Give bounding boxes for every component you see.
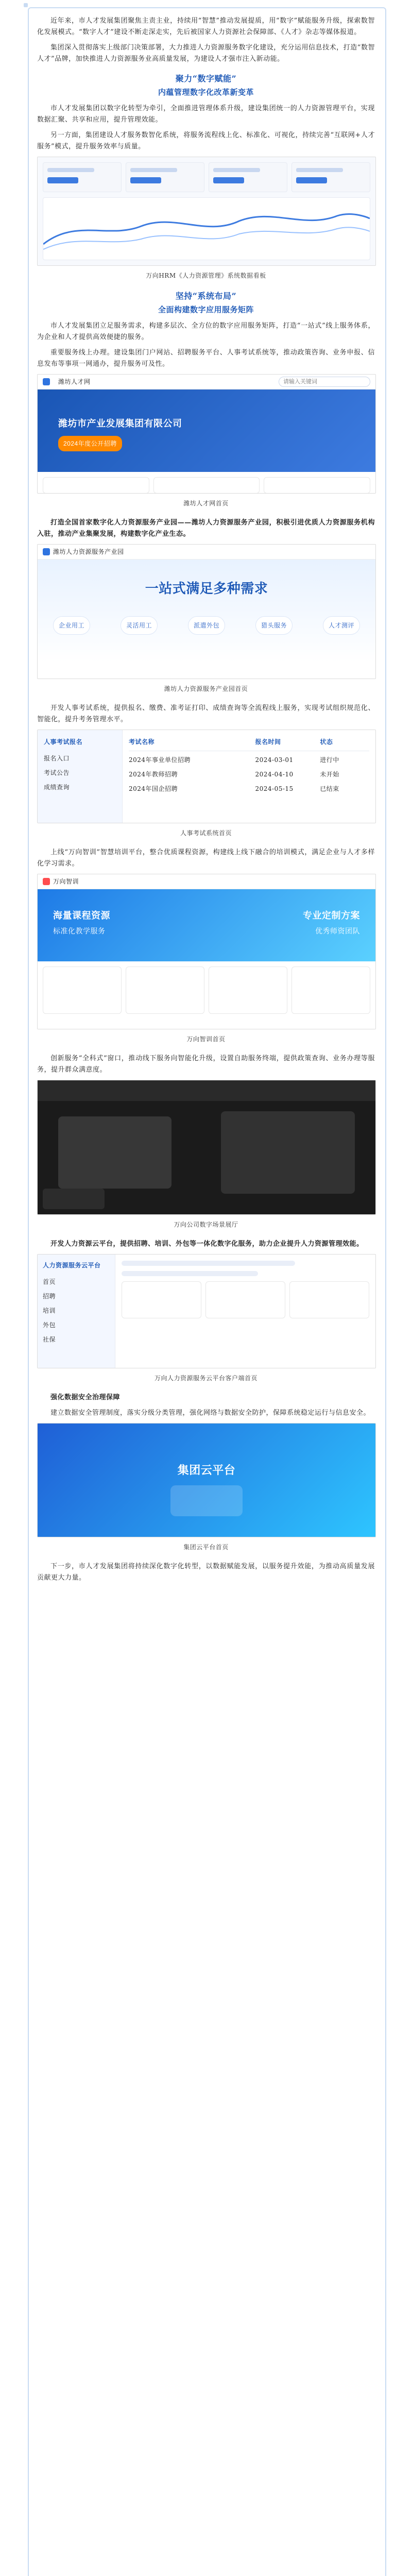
cloud-caption: 万向人力资源服务云平台客户端首页	[154, 1375, 258, 1382]
industry-caption: 潍坊人力资源服务产业园首页	[164, 685, 248, 692]
exam-tab-1[interactable]: 报名入口	[44, 755, 70, 762]
platform-screenshot	[37, 1423, 376, 1537]
exam-screenshot	[37, 730, 376, 823]
exam-row1-status: 进行中	[320, 756, 339, 764]
industry-screenshot	[37, 544, 376, 679]
portal-banner-subtitle: 2024年度公开招聘	[58, 436, 122, 451]
training-course-card-2[interactable]	[126, 967, 204, 1014]
portal-card-3[interactable]	[264, 477, 370, 494]
portal-card-2[interactable]	[153, 477, 260, 494]
portal-banner-title: 潍坊市产业发展集团有限公司	[58, 418, 182, 429]
cloud-menu-3[interactable]: 培训	[43, 1307, 56, 1314]
portal-card-1[interactable]	[43, 477, 149, 494]
section2-title-text: 坚持“系统布局”	[175, 291, 237, 301]
industry-service-1[interactable]: 企业用工	[53, 616, 90, 635]
portal-search-input[interactable]	[279, 377, 370, 387]
cloud-screenshot	[37, 1254, 376, 1368]
cloud-main	[115, 1255, 375, 1368]
section2-paragraph-2: 重要服务线上办理。建设集团门户网站、招聘服务平台、人事考试系统等，推动政策咨询、业务申报、信息发布等事项一网通办，提升服务可及性。	[37, 349, 375, 368]
hrm-kpi-2	[126, 162, 204, 192]
exam-row1-name: 2024年事业单位招聘	[129, 756, 191, 764]
cloud-menu-1[interactable]: 首页	[43, 1278, 56, 1285]
article-content	[37, 15, 375, 1588]
section1-paragraph-1: 市人才发展集团以数字化转型为牵引，全面推进管理体系升级，建设集团统一的人力资源管理平台，实现数据汇聚、共享和应用，提升管理效能。	[37, 105, 375, 124]
exam-table-row-2[interactable]	[129, 769, 369, 780]
training-banner-left-subtitle: 标准化教学服务	[53, 927, 106, 935]
cloud-sidebar	[38, 1255, 115, 1368]
training-banner	[38, 889, 375, 961]
service-photo	[37, 1080, 376, 1215]
industry-service-4[interactable]: 猎头服务	[255, 616, 293, 635]
portal-banner	[38, 389, 375, 472]
industry-banner-title: 一站式满足多种需求	[145, 581, 268, 596]
exam-caption: 人事考试系统首页	[180, 829, 232, 837]
platform-caption: 集团云平台首页	[183, 1544, 229, 1551]
training-site-name: 万向智训	[53, 878, 79, 885]
training-course-card-4[interactable]	[291, 967, 370, 1014]
portal-topbar	[38, 375, 375, 389]
cloud-menu-5[interactable]: 社保	[43, 1336, 56, 1343]
training-course-card-1[interactable]	[43, 967, 122, 1014]
section2-middle-paragraph: 打造全国首家数字化人力资源服务产业园——潍坊人力资源服务产业园，积极引进优质人力资源服务机构入驻，推动产业集聚发展，构建数字化产业生态。	[37, 519, 375, 538]
security-paragraph: 建立数据安全管理制度，落实分级分类管理，强化网络与数据安全防护，保障系统稳定运行与信息安全。	[50, 1409, 371, 1417]
exam-row1-date: 2024-03-01	[255, 756, 294, 764]
portal-cards	[38, 472, 375, 494]
exam-table-header	[129, 736, 369, 748]
exam-row2-name: 2024年教师招聘	[129, 771, 178, 778]
exam-table-row-1[interactable]	[129, 754, 369, 766]
exam-tab-2[interactable]: 考试公告	[44, 769, 70, 776]
exam-col-status: 状态	[320, 738, 333, 745]
portal-screenshot	[37, 374, 376, 494]
training-banner-left-title: 海量课程资源	[53, 910, 110, 921]
hrm-kpi-row	[43, 162, 370, 192]
closing-paragraph: 下一步，市人才发展集团将持续深化数字化转型，以数据赋能发展，以服务提升效能，为推动高质量发展贡献更大力量。	[37, 1563, 375, 1582]
section1-subtitle: 内蕴管理数字化改革新变革	[158, 88, 254, 97]
security-title: 强化数据安全治理保障	[50, 1394, 121, 1401]
portal-logo-icon	[43, 378, 50, 385]
service-paragraph: 创新服务“全科式”窗口，推动线下服务向智能化升级，设置自助服务终端，提供政策查询、业务办理等服务，提升群众满意度。	[37, 1055, 375, 1074]
training-screenshot	[37, 874, 376, 1029]
portal-site-name: 潍坊人才网	[58, 378, 91, 385]
exam-row2-status: 未开始	[320, 771, 339, 778]
section1-title-text: 聚力“数字赋能”	[175, 74, 237, 83]
intro-paragraph-1: 近年来，市人才发展集团聚焦主责主业，持续用“智慧”推动发展提质，用“数字”赋能服务升级，探索数智化发展模式。“数字人才”建设不断走深走实，先后被国家人力资源社会保障部、《人才》杂志等媒体报道。	[37, 17, 375, 36]
exam-paragraph: 开发人事考试系统，提供报名、缴费、准考证打印、成绩查询等全流程线上服务，实现考试组织规范化、智能化，提升考务管理水平。	[37, 704, 375, 723]
cloud-widget-3[interactable]	[289, 1281, 369, 1318]
exam-col-name: 考试名称	[129, 738, 155, 745]
training-caption: 万向智训首页	[186, 1036, 226, 1043]
cloud-widget-1[interactable]	[122, 1281, 201, 1318]
exam-row3-status: 已结束	[320, 785, 339, 792]
industry-topbar	[38, 545, 375, 560]
cloud-menu-2[interactable]: 招聘	[43, 1293, 56, 1300]
exam-row3-date: 2024-05-15	[255, 785, 294, 792]
industry-service-3[interactable]: 派遣外包	[188, 616, 225, 635]
exam-main	[123, 730, 375, 823]
service-caption: 万向公司数字场景展厅	[174, 1221, 238, 1228]
hrm-screenshot	[37, 157, 376, 266]
hrm-kpi-3	[209, 162, 287, 192]
training-course-card-3[interactable]	[209, 967, 287, 1014]
hrm-caption: 万向HRM《人力资源管理》系统数据看板	[146, 272, 266, 279]
hrm-dashboard	[38, 157, 375, 265]
training-topbar	[38, 874, 375, 889]
exam-row2-date: 2024-04-10	[255, 771, 294, 778]
cloud-menu-4[interactable]: 外包	[43, 1321, 56, 1329]
exam-table-row-3[interactable]	[129, 783, 369, 794]
training-banner-right-subtitle: 优秀师资团队	[315, 927, 360, 935]
section2-title	[37, 290, 375, 316]
industry-banner	[38, 560, 375, 663]
portal-caption: 潍坊人才网首页	[183, 500, 229, 507]
training-logo-icon	[43, 878, 50, 885]
section1-paragraph-2: 另一方面，集团建设人才服务数智化系统，将服务流程线上化、标准化、可视化，持续完善“互联网+人才服务”模式，提升服务效率与质量。	[37, 131, 375, 150]
exam-tab-3[interactable]: 成绩查询	[44, 784, 70, 791]
section2-subtitle: 全面构建数字应用服务矩阵	[158, 305, 254, 314]
intro-paragraph-2: 集团深入贯彻落实上级部门决策部署，大力推进人力资源服务数字化建设，充分运用信息技术，打造“数智人才”品牌，加快推进人力资源服务业高质量发展，为建设人才强市注入新动能。	[37, 44, 375, 63]
platform-title: 集团云平台	[177, 1464, 236, 1477]
industry-logo-icon	[43, 548, 50, 555]
industry-services	[53, 616, 360, 635]
training-paragraph: 上线“万向智训”智慧培训平台，整合优质课程资源，构建线上线下融合的培训模式，满足企业与人才多样化学习需求。	[37, 849, 375, 868]
section1-title	[37, 72, 375, 99]
hrm-chart	[43, 197, 370, 260]
hrm-kpi-1	[43, 162, 122, 192]
industry-service-2[interactable]: 灵活用工	[121, 616, 158, 635]
exam-title: 人事考试报名	[44, 738, 83, 745]
cloud-title: 人力资源服务云平台	[43, 1262, 101, 1269]
exam-col-date: 报名时间	[255, 738, 281, 745]
cloud-paragraph: 开发人力资源云平台，提供招聘、培训、外包等一体化数字化服务，助力企业提升人力资源管理效能。	[50, 1240, 364, 1248]
training-banner-right-title: 专业定制方案	[303, 910, 360, 921]
training-course-grid	[38, 961, 375, 1019]
industry-service-5[interactable]: 人才测评	[323, 616, 360, 635]
exam-sidebar	[38, 730, 123, 823]
section2-paragraph-1: 市人才发展集团立足服务需求，构建多层次、全方位的数字应用服务矩阵，打造“一站式”线上服务体系，为企业和人才提供高效便捷的服务。	[37, 322, 375, 341]
hrm-trend-chart	[43, 198, 370, 260]
industry-site-name: 潍坊人力资源服务产业园	[53, 548, 124, 555]
cloud-widget-2[interactable]	[205, 1281, 285, 1318]
exam-row3-name: 2024年国企招聘	[129, 785, 178, 792]
hrm-kpi-4	[291, 162, 370, 192]
